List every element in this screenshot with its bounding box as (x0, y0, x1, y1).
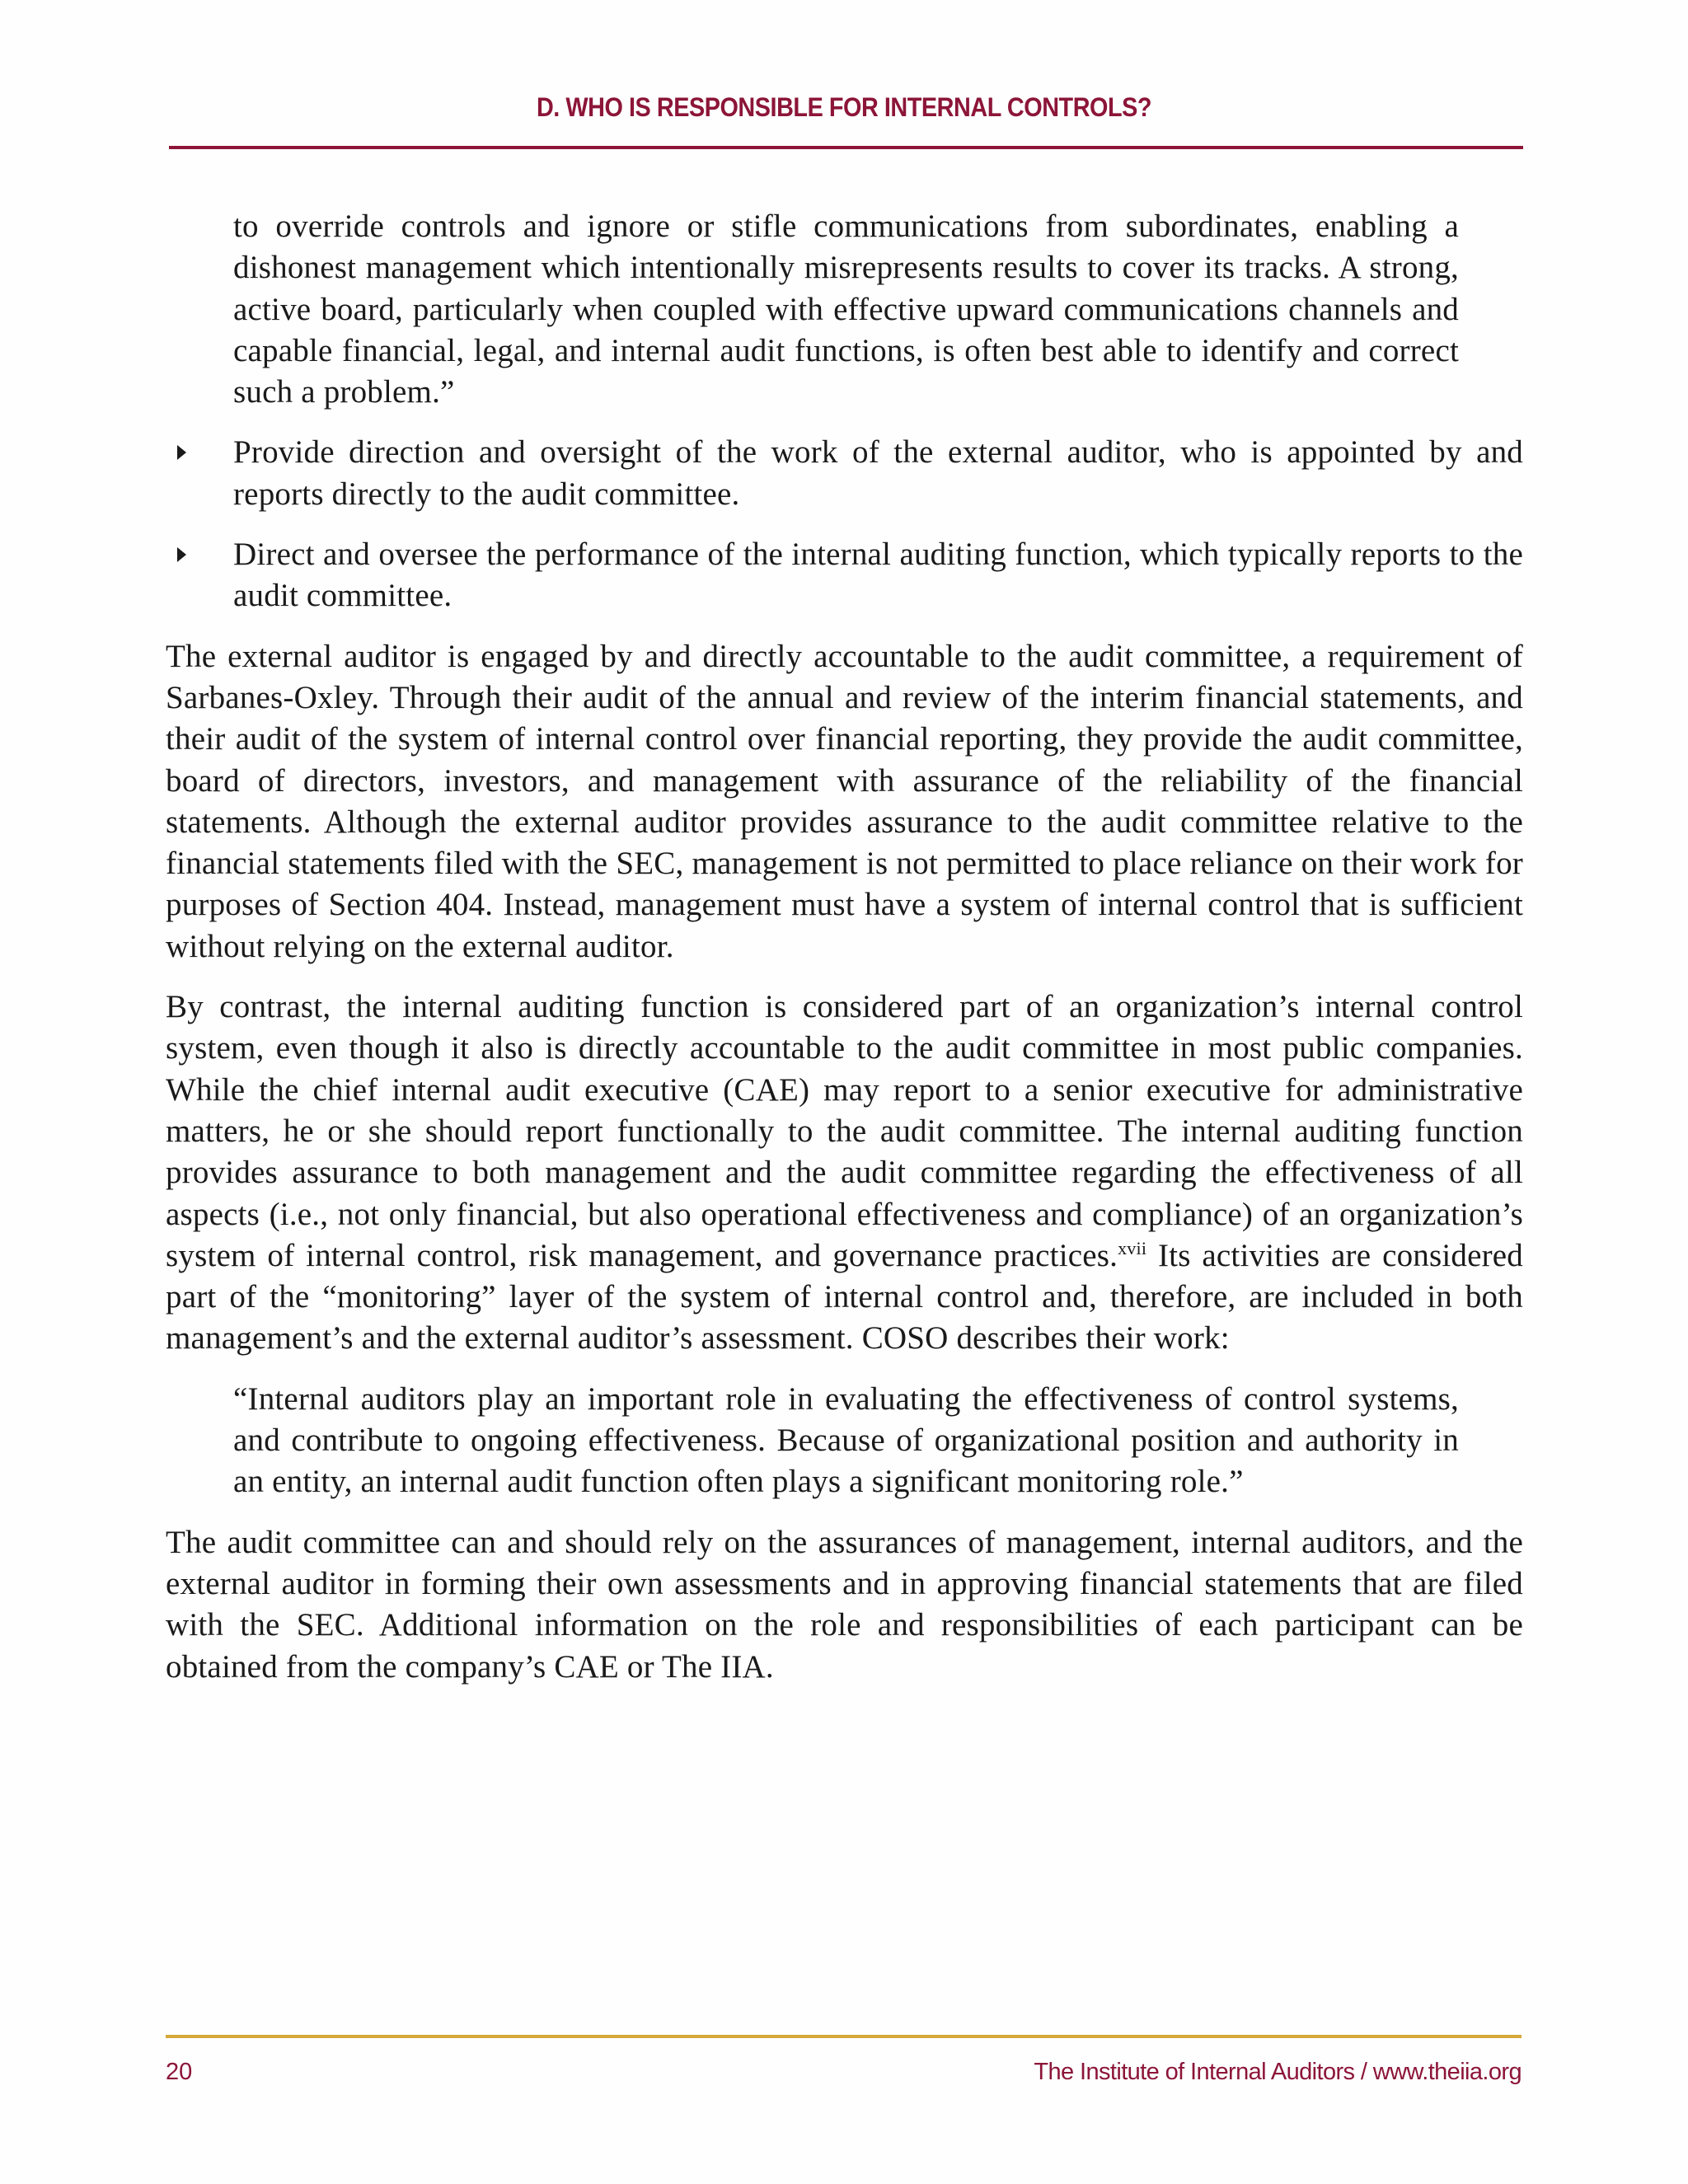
page-number: 20 (166, 2059, 193, 2085)
section-title: D. WHO IS RESPONSIBLE FOR INTERNAL CONTROLS? (536, 92, 1152, 122)
quote-continuation: to override controls and ignore or stifle communications from subordinates, enabling a dishonest management which intentionally misrepresents results to cover its tracks. A strong, active board, particularly when coupled with effective upward communications channels and capable financial, legal, and internal audit functions, is often best able to identify and correct such a problem.” (233, 209, 1459, 410)
paragraph-text: By contrast, the internal auditing function is considered part of an organization’s internal control system, even though it also is directly accountable to the audit committee in most public companies. While the chief internal audit executive (CAE) may report to a senior executive for administrative matters, he or she should report functionally to the audit committee. The internal auditing function provides assurance to both management and the audit committee regarding the effectiveness of all aspects (i.e., not only financial, but also operational effectiveness and compliance) of an organization’s system of internal control, risk management, and governance practices. (166, 989, 1523, 1273)
paragraph-text: Its activities are considered part of the “monitoring” layer of the system of internal control and, therefore, are included in both management’s and the external auditor’s assessment. COSO describes their work: (166, 1237, 1524, 1357)
triangle-bullet-icon (177, 445, 186, 460)
paragraph-internal-auditing (166, 987, 1523, 1360)
footer-divider (166, 2035, 1522, 2038)
bullet-item (166, 432, 1523, 515)
paragraph-audit-committee: The audit committee can and should rely on the assurances of management, internal auditors, and the external auditor in forming their own assessments and in approving financial statements that are filed with the SEC. Additional information on the role and responsibilities of each participant can be obtained from the company’s CAE or The IIA. (166, 1524, 1523, 1685)
triangle-bullet-icon (177, 547, 186, 562)
bullet-text: Direct and oversee the performance of the internal auditing function, which typically reports to the audit committee. (233, 537, 1523, 614)
footnote-reference[interactable]: xvii (1118, 1237, 1147, 1258)
page-body (166, 206, 1523, 1707)
bullet-text: Provide direction and oversight of the work of the external auditor, who is appointed by and reports directly to the audit committee. (233, 434, 1523, 512)
paragraph-external-auditor: The external auditor is engaged by and directly accountable to the audit committee, a requirement of Sarbanes-Oxley. Through their audit of the annual and review of the interim financial statements, and their audit of the system of internal control over financial reporting, they provide the audit committee, board of directors, investors, and management with assurance of the reliability of the financial statements. Although the external auditor provides assurance to the audit committee relative to the financial statements filed with the SEC, management is not permitted to place reliance on their work for purposes of Section 404. Instead, management must have a system of internal control that is sufficient without relying on the external auditor. (166, 638, 1523, 964)
footer-organization-link[interactable]: The Institute of Internal Auditors / www.theiia.org (1034, 2059, 1522, 2085)
coso-quote: “Internal auditors play an important role in evaluating the effectiveness of control systems, and contribute to ongoing effectiveness. Because of organizational position and authority in an entity, an internal audit function often plays a significant monitoring role.” (233, 1380, 1459, 1500)
header-divider (169, 146, 1523, 149)
bullet-item (166, 534, 1523, 617)
